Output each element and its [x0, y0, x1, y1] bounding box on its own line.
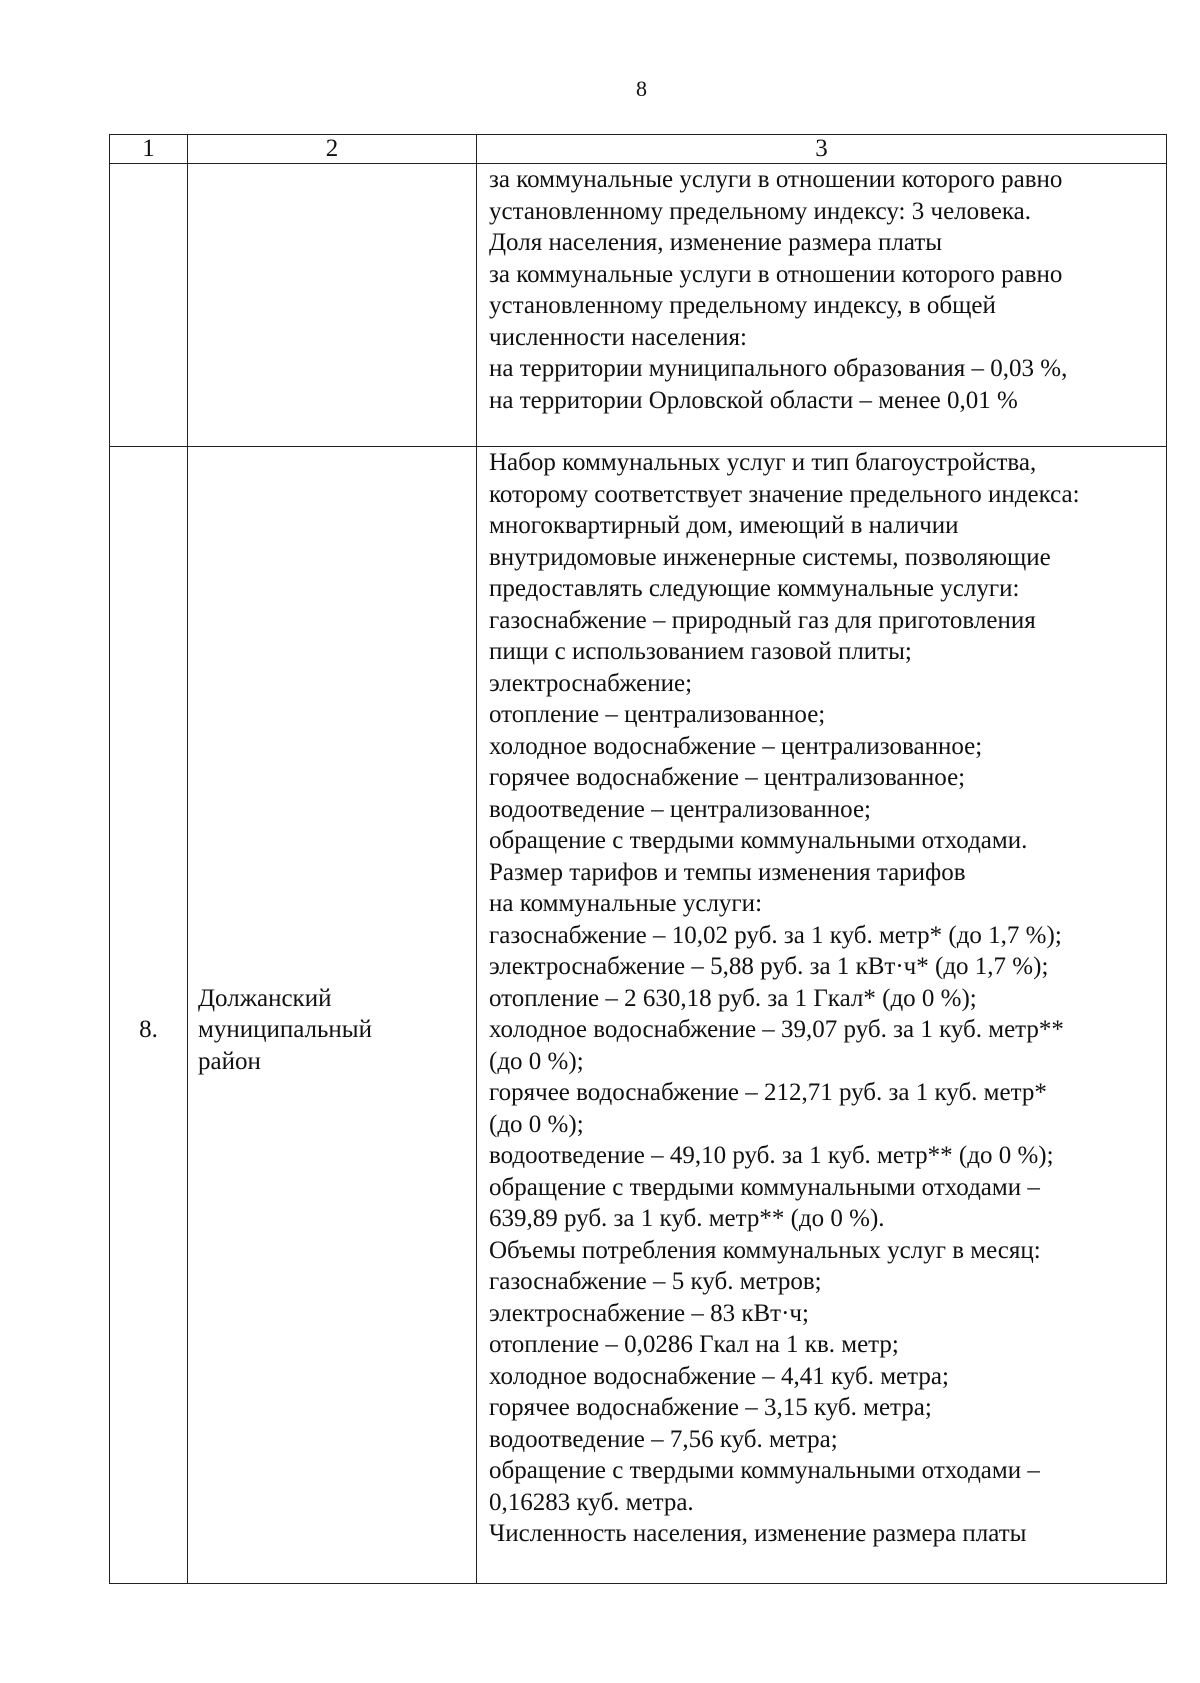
text-line: за коммунальные услуги в отношении которого равно [489, 260, 1063, 288]
text-line: (до 0 %); [489, 1047, 584, 1075]
header-col-3: 3 [477, 135, 1167, 164]
text-line: обращение с твердыми коммунальными отходами. [489, 827, 1028, 854]
text-line: пищи с использованием газовой плиты; [489, 638, 912, 665]
header-col-2: 2 [188, 135, 477, 164]
text-line: установленному предельному индексу: 3 человека. [489, 197, 1032, 225]
municipality-name-line: Должанский [198, 984, 332, 1012]
text-line: (до 0 %); [489, 1110, 584, 1138]
text-line: численности населения: [489, 323, 747, 351]
text-line: предоставлять следующие коммунальные услуги: [489, 575, 1020, 602]
table-row-dolzhansky [110, 447, 1167, 1584]
text-line: отопление – 2 630,18 руб. за 1 Гкал* (до 0 %); [489, 984, 977, 1012]
text-line: внутридомовые инженерные системы, позволяющие [489, 543, 1051, 571]
text-line: отопление – централизованное; [489, 701, 826, 728]
text-line: электроснабжение – 5,88 руб. за 1 кВт·ч* (до 1,7 %); [489, 953, 1049, 980]
text-line: Численность населения, изменение размера платы [489, 1520, 1027, 1547]
text-line: 639,89 руб. за 1 куб. метр** (до 0 %). [489, 1205, 885, 1232]
text-line: многоквартирный дом, имеющий в наличии [489, 512, 959, 539]
text-line: газоснабжение – природный газ для приготовления [489, 606, 1036, 634]
header-col-1: 1 [110, 135, 188, 164]
row-number-cell: 8. [110, 447, 188, 1584]
text-line: газоснабжение – 5 куб. метров; [489, 1268, 822, 1295]
text-line: на территории муниципального образования – 0,03 %, [489, 355, 1068, 382]
text-line: холодное водоснабжение – централизованное; [489, 732, 983, 760]
text-line: водоотведение – 49,10 руб. за 1 куб. метр** (до 0 %); [489, 1142, 1054, 1169]
table-header-row [110, 135, 1167, 164]
text-line: холодное водоснабжение – 39,07 руб. за 1 куб. метр** [489, 1016, 1064, 1043]
text-line: горячее водоснабжение – 3,15 куб. метра; [489, 1394, 932, 1421]
description-lines [483, 447, 1160, 1550]
text-line: холодное водоснабжение – 4,41 куб. метра; [489, 1362, 949, 1390]
text-line: горячее водоснабжение – 212,71 руб. за 1 куб. метр* [489, 1079, 1047, 1106]
page-number: 8 [636, 76, 647, 101]
text-line: электроснабжение; [489, 669, 693, 697]
text-line: Доля населения, изменение размера платы [489, 229, 943, 256]
text-line: которому соответствует значение предельного индекса: [489, 480, 1080, 508]
municipality-name-line: муниципальный [198, 1016, 372, 1044]
text-line: на коммунальные услуги: [489, 890, 763, 917]
text-line: Объемы потребления коммунальных услуг в месяц: [489, 1236, 1041, 1264]
description-lines [483, 164, 1160, 416]
text-line: обращение с твердыми коммунальными отходами – [489, 1457, 1040, 1484]
municipality-name-line: район [198, 1047, 261, 1075]
text-line: водоотведение – централизованное; [489, 795, 871, 823]
text-line: 0,16283 куб. метра. [489, 1488, 694, 1516]
description-cell [477, 447, 1167, 1584]
text-line: Размер тарифов и темпы изменения тарифов [489, 858, 966, 886]
text-line: Набор коммунальных услуг и тип благоустройства, [489, 449, 1037, 476]
text-line: электроснабжение – 83 кВт·ч; [489, 1299, 809, 1327]
text-line: за коммунальные услуги в отношении которого равно [489, 166, 1063, 193]
municipality-cell [188, 447, 477, 1584]
table-row-continuation [110, 164, 1167, 447]
text-line: отопление – 0,0286 Гкал на 1 кв. метр; [489, 1331, 899, 1358]
row-number-cell [110, 164, 188, 447]
text-line: обращение с твердыми коммунальными отходами – [489, 1173, 1040, 1201]
text-line: водоотведение – 7,56 куб. метра; [489, 1425, 838, 1453]
text-line: горячее водоснабжение – централизованное; [489, 764, 966, 791]
municipality-cell [188, 164, 477, 447]
text-line: установленному предельному индексу, в общей [489, 292, 996, 319]
text-line: газоснабжение – 10,02 руб. за 1 куб. метр* (до 1,7 %); [489, 921, 1062, 949]
text-line: на территории Орловской области – менее 0,01 % [489, 386, 1018, 414]
municipality-name [198, 983, 470, 1078]
description-cell [477, 164, 1167, 447]
tariff-table [109, 134, 1167, 1584]
